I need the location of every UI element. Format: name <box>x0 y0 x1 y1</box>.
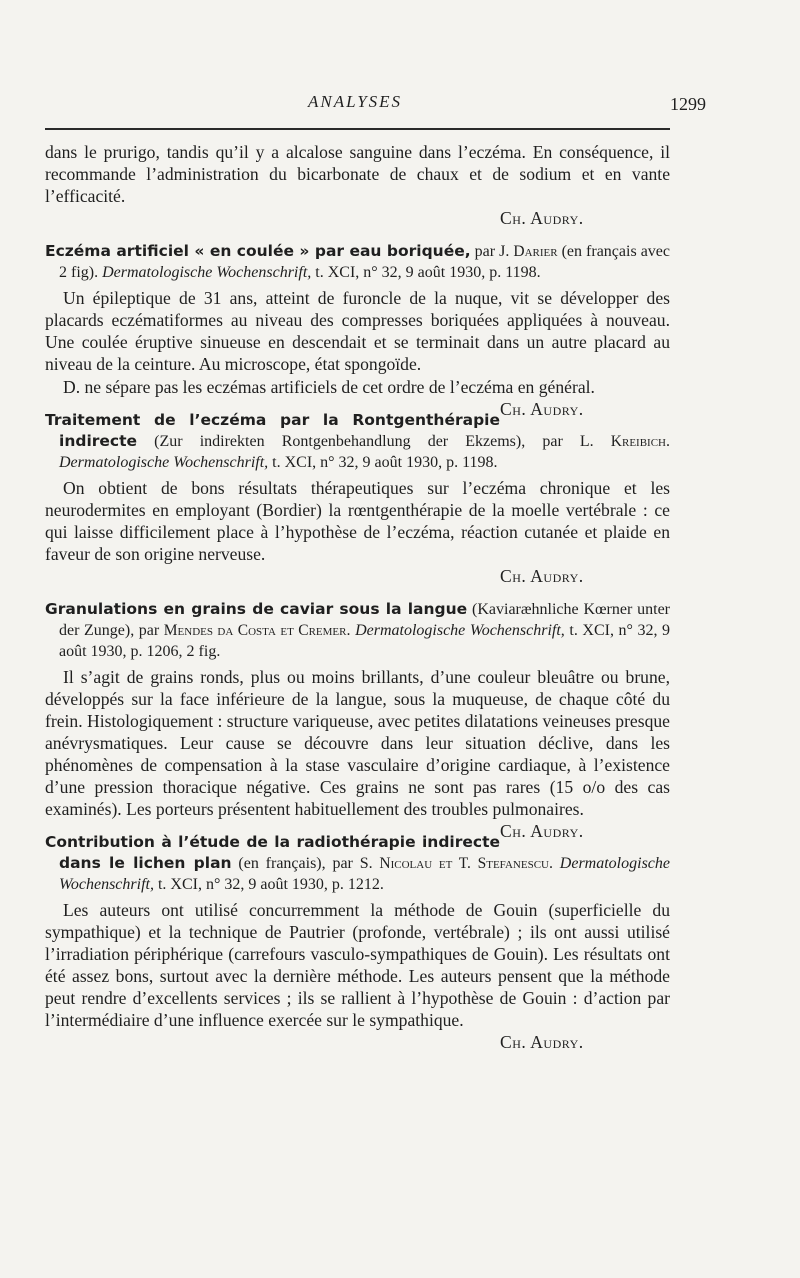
running-title: ANALYSES <box>307 92 403 111</box>
article-title: Granulations en grains de caviar sous la langue <box>45 600 468 618</box>
citation-by: (Zur indirekten Rontgenbehandlung der Ekzems), par L. <box>137 433 611 450</box>
citation-lang: . <box>346 622 356 639</box>
citation-authors: Mendes da Costa et Cremer <box>163 622 347 639</box>
citation-lang: (en français avec 2 fig). <box>59 243 671 281</box>
article-title: Contribution à l’étude de la radiothérapie indirecte dans le lichen plan <box>45 833 500 872</box>
citation-authors: Kreibich <box>610 433 666 450</box>
abstract-paragraph <box>45 376 670 419</box>
citation-by: par J. <box>470 243 514 260</box>
article-title: Traitement de l’eczéma par la Rontgenthérapie indirecte <box>45 411 500 450</box>
citation-authors: Nicolau et T. Stefanescu <box>379 855 549 872</box>
signature-line <box>45 207 670 229</box>
citation-ref: t. XCI, n° 32, 9 août 1930, p. 1206, 2 fig. <box>59 622 671 660</box>
signature: Ch. Audry. <box>500 566 584 586</box>
citation-ref: t. XCI, n° 32, 9 août 1930, p. 1212. <box>153 876 384 893</box>
abstract-entry <box>45 241 671 419</box>
journal-name: Dermatologische Wochenschrift, <box>102 264 312 281</box>
citation-ref: t. XCI, n° 32, 9 août 1930, p. 1198. <box>311 264 541 281</box>
abstract-text: Il s’agit de grains ronds, plus ou moins brillants, d’une couleur bleuâtre ou brune, développés sur la face inférieure de la langue, sous la muqueuse, de chaque côté du frein. Histologiquement : structure variqueuse, avec petites dilatations veineuses presque anévrysmatiques. Leur cause se découvre dans leur situation déclive, dans les phénomènes de compensation à la stase vasculaire d’origine cardiaque, à l’existence d’une pression thoracique négative. Ces grains ne sont pas rares (15 o/o des cas examinés). Les porteurs présentent habituellement des troubles pulmonaires. <box>45 667 670 819</box>
journal-name: Dermatologische Wochenschrift, <box>59 855 670 893</box>
signature: Ch. Audry. <box>500 1032 584 1052</box>
citation-lang: . <box>666 433 670 450</box>
signature-line <box>45 1031 670 1053</box>
citation <box>45 241 670 283</box>
signature: Ch. Audry. <box>500 399 584 419</box>
citation-lang: . <box>548 855 560 872</box>
article-title: Eczéma artificiel « en coulée » par eau boriquée, <box>45 242 471 260</box>
carryover-section <box>45 141 670 229</box>
abstract-text: D. ne sépare pas les eczémas artificiels de cet ordre de l’eczéma en général. <box>63 377 595 397</box>
citation-ref: t. XCI, n° 32, 9 août 1930, p. 1198. <box>268 454 498 471</box>
page-number: 1299 <box>670 94 706 114</box>
abstract-paragraph: On obtient de bons résultats thérapeutiques sur l’eczéma chronique et les neurodermites en employant (Bordier) la rœntgenthérapie de la moelle vertébrale : ce qui laisse difficilement place à l’hypothèse de l’eczéma, réaction cutanée et plaide en faveur de son origine nerveuse. <box>45 478 670 564</box>
journal-name: Dermatologische Wochenschrift, <box>59 454 269 471</box>
abstract-entry <box>45 832 670 1053</box>
citation-by: (en français), par S. <box>231 855 380 872</box>
citation <box>45 599 670 662</box>
abstract-paragraph: Les auteurs ont utilisé concurremment la méthode de Gouin (superficielle du sympathique) et la technique de Pautrier (profonde, vertébrale) ; ils ont aussi utilisé l’irradiation périphérique (carrefours vasculo-sympathiques de Gouin). Les résultats ont été assez bons, surtout avec la dernière méthode. Les auteurs pensent que la méthode peut rendre d’excellents services ; ils se rallient à l’hypothèse de Gouin : d’action par l’intermédiaire d’une influence exercée sur le sympathique. <box>45 900 670 1030</box>
abstract-entry <box>45 599 671 841</box>
header-rule <box>45 128 670 130</box>
journal-name: Dermatologische Wochenschrift, <box>355 622 565 639</box>
citation-by: (Kaviaræhnliche Kœrner unter der Zunge), par <box>59 601 670 639</box>
abstract-entry <box>45 410 670 587</box>
signature-line <box>45 565 670 587</box>
abstract-paragraph: Un épileptique de 31 ans, atteint de furoncle de la nuque, vit se développer des placards eczématiformes au niveau des compresses boriquées appliquées à nouveau. Une coulée éruptive sinueuse en descendait et se terminait dans un autre placard au niveau de la ceinture. Au microscope, état spongoïde. <box>45 288 670 374</box>
citation-authors: Darier <box>513 243 558 260</box>
signature: Ch. Audry. <box>500 821 584 841</box>
page-header <box>40 92 706 114</box>
carryover-paragraph <box>45 141 670 207</box>
abstract-paragraph <box>45 666 670 841</box>
carryover-text: dans le prurigo, tandis qu’il y a alcalose sanguine dans l’eczéma. En conséquence, il recommande l’administration du bicarbonate de chaux et de sodium et en vante l’efficacité. <box>45 142 670 206</box>
page-body <box>45 141 670 1053</box>
signature: Ch. Audry. <box>500 208 584 228</box>
